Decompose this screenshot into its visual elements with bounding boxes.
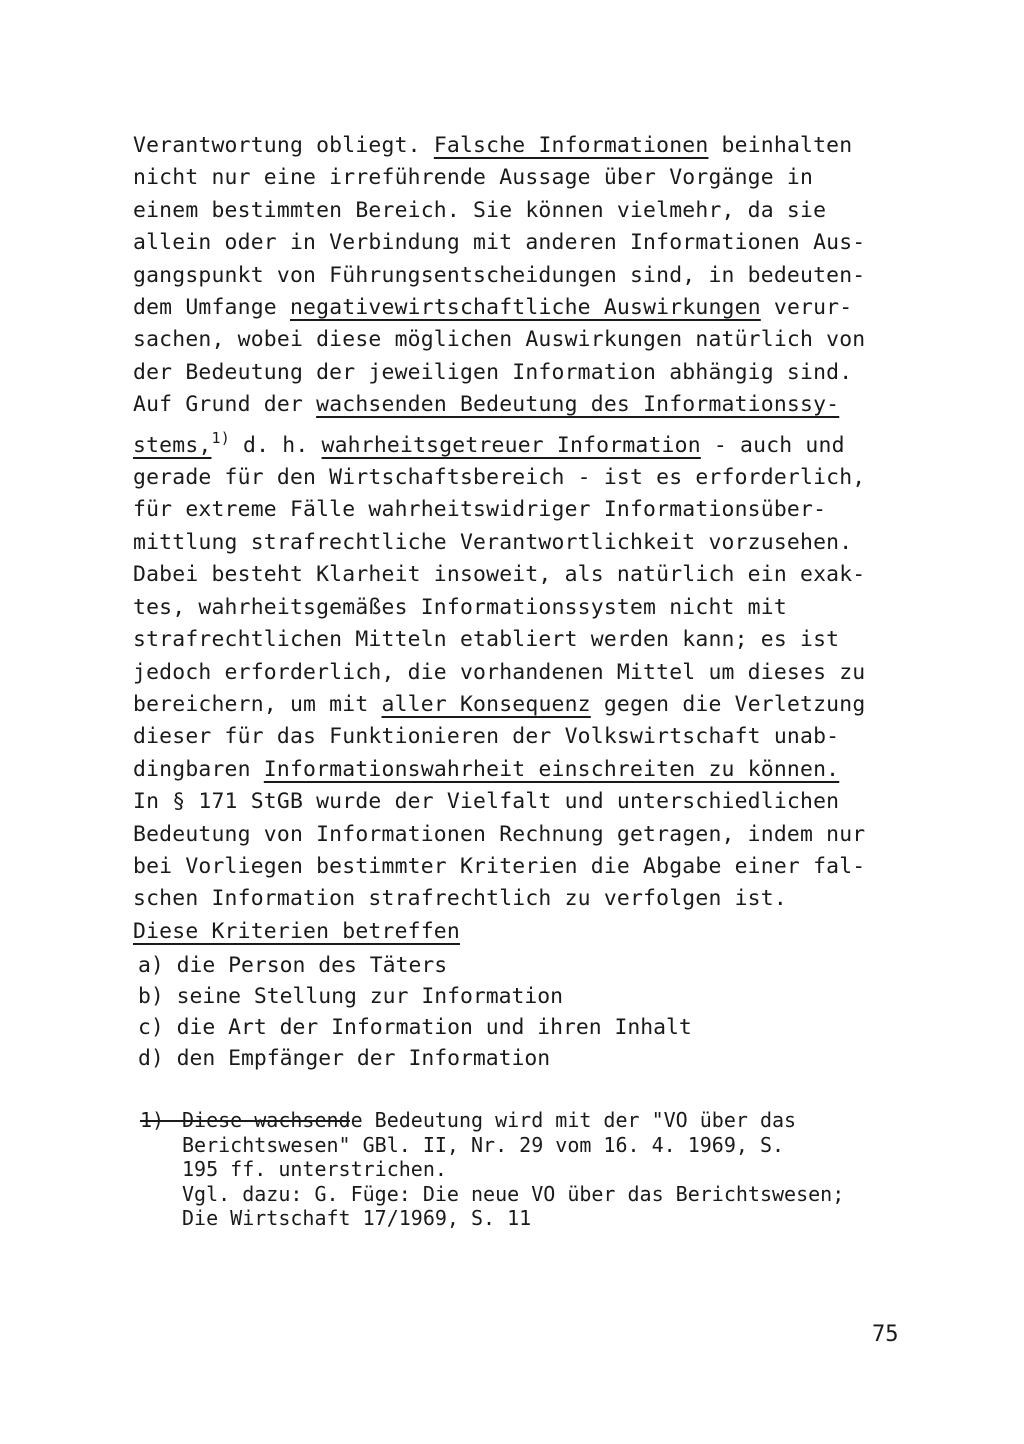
underlined-phrase: wahrheitsgetreuer Information — [321, 432, 701, 458]
text-line: Bedeutung von Informationen Rechnung getragen, indem nur — [133, 821, 866, 847]
list-item: a) die Person des Täters — [138, 953, 448, 978]
underlined-phrase: stems, — [133, 432, 212, 458]
text-line: dem Umfange negativewirtschaftliche Auswirkungen verur- — [133, 295, 853, 321]
text-line: tes, wahrheitsgemäßes Informationssystem nicht mit — [133, 594, 787, 620]
text-line: allein oder in Verbindung mit anderen Informationen Aus- — [133, 230, 866, 256]
footnote-line: Berichtswesen" GBl. II, Nr. 29 vom 16. 4. 1969, S. — [182, 1132, 785, 1157]
page-number: 75 — [872, 1322, 899, 1347]
text-line: sachen, wobei diese möglichen Auswirkungen natürlich von — [133, 327, 866, 353]
underlined-phrase: Informationswahrheit einschreiten zu können. — [263, 756, 840, 782]
list-item: d) den Empfänger der Information — [138, 1046, 551, 1071]
text-line: gerade für den Wirtschaftsbereich - ist es erforderlich, — [133, 465, 866, 491]
underlined-phrase: aller Konsequenz — [381, 691, 591, 717]
text-line: gangspunkt von Führungsentscheidungen sind, in bedeuten- — [133, 262, 866, 288]
text-line: In § 171 StGB wurde der Vielfalt und unterschiedlichen — [133, 789, 840, 815]
text-line: mittlung strafrechtliche Verantwortlichkeit vorzusehen. — [133, 529, 853, 555]
footnote-line: Vgl. dazu: G. Füge: Die neue VO über das Berichtswesen; — [182, 1181, 845, 1206]
text-line: bereichern, um mit aller Konsequenz gegen die Verletzung — [133, 691, 866, 717]
text-line: Dabei besteht Klarheit insoweit, als natürlich ein exak- — [133, 562, 866, 588]
criteria-list — [138, 950, 692, 1074]
footnote-line: 195 ff. unterstrichen. — [182, 1157, 447, 1181]
text-line: dingbaren Informationswahrheit einschreiten zu können. — [133, 756, 840, 782]
text-line: stems,$^{1)}$ d. h. wahrheitsgetreuer Information - auch und — [133, 428, 845, 458]
underlined-phrase: wachsenden Bedeutung des Informationssy- — [316, 392, 840, 418]
text-line: für extreme Fälle wahrheitswidriger Informationsüber- — [133, 497, 827, 523]
text-line: schen Information strafrechtlich zu verfolgen ist. — [133, 886, 787, 912]
body-paragraph — [133, 130, 893, 948]
list-item: c) die Art der Information und ihren Inhalt — [138, 1015, 692, 1040]
text-line: einem bestimmten Bereich. Sie können vielmehr, da sie — [133, 197, 827, 223]
footnote-number: 1) — [140, 1108, 165, 1132]
underlined-phrase: Falsche Informationen — [433, 133, 709, 158]
footnote — [140, 1108, 844, 1231]
text-line: dieser für das Funktionieren der Volkswirtschaft unab- — [133, 724, 840, 750]
criteria-heading: Diese Kriterien betreffen — [133, 918, 460, 944]
footnote-marker: 1) — [211, 428, 230, 447]
footnote-line: Die Wirtschaft 17/1969, S. 11 — [182, 1206, 532, 1230]
list-item: b) seine Stellung zur Information — [138, 984, 563, 1009]
text-line: Auf Grund der wachsenden Bedeutung des Informationssy- — [133, 392, 840, 418]
text-line: Verantwortung obliegt. Falsche Informationen beinhalten — [133, 133, 853, 158]
text-line: jedoch erforderlich, die vorhandenen Mittel um dieses zu — [133, 659, 866, 685]
text-line: nicht nur eine irreführende Aussage über Vorgänge in — [133, 165, 814, 191]
text-line: bei Vorliegen bestimmter Kriterien die Abgabe einer fal- — [133, 853, 866, 879]
text-line: strafrechtlichen Mitteln etabliert werden kann; es ist — [133, 627, 840, 653]
text-line: der Bedeutung der jeweiligen Information abhängig sind. — [133, 359, 853, 385]
footnote-line: 1) Diese wachsende Bedeutung wird mit der "VO über das — [140, 1108, 797, 1132]
underlined-phrase: negativewirtschaftliche Auswirkungen — [289, 295, 761, 321]
